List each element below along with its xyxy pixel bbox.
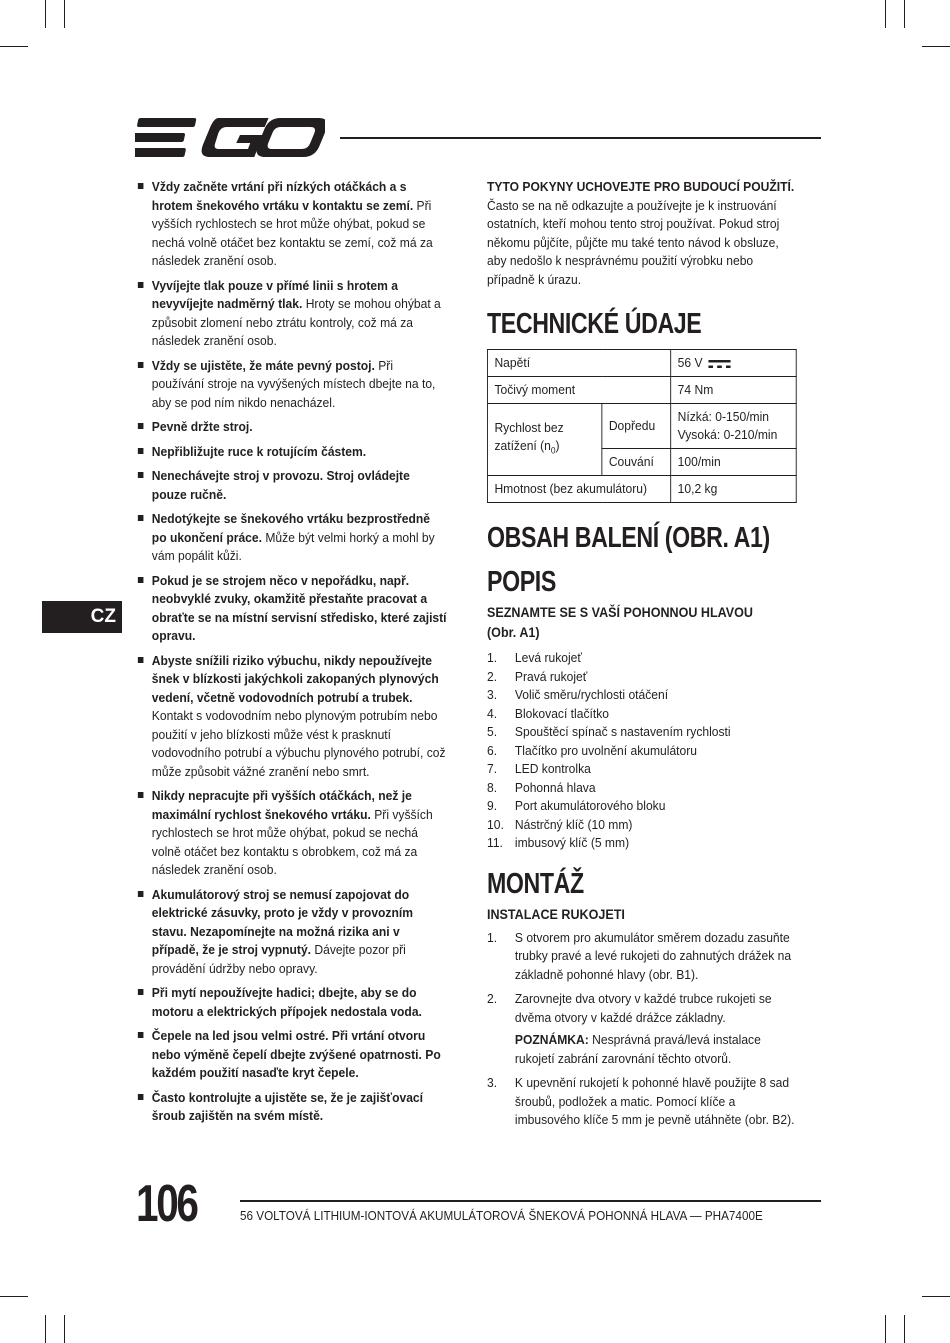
part-label: LED kontrolka	[514, 761, 591, 776]
parts-list	[487, 649, 798, 853]
list-item	[487, 1074, 798, 1130]
spec-label: Hmotnost (bez akumulátoru)	[487, 476, 670, 503]
spec-row	[487, 476, 796, 503]
safety-bullet	[136, 277, 448, 351]
bullet-square-icon	[138, 472, 144, 478]
safety-bullet	[136, 1089, 448, 1126]
list-item	[487, 779, 798, 798]
crop-mark	[45, 1315, 46, 1343]
safety-bullet-list	[136, 178, 448, 1132]
spec-value: 74 Nm	[671, 377, 797, 404]
step-text: S otvorem pro akumulátor směrem dozadu zasuňte trubky pravé a levé rukojeti do zahnutých drážek na základně pohonné hlavy (obr. B1).	[514, 929, 792, 982]
handle-title: INSTALACE RUKOJETI	[487, 906, 625, 922]
safety-bullet	[136, 418, 448, 437]
part-label: Pohonná hlava	[514, 779, 596, 795]
note-label: POZNÁMKA:	[514, 1032, 589, 1047]
safety-bullet	[136, 572, 448, 646]
part-number: 11.	[487, 835, 503, 850]
bullet-square-icon	[138, 891, 144, 897]
bullet-text: Při vyšších rychlostech se hrot může ohýbat, pokud se nechá volně otáčet bez kontaktu s obrobkem, což má za následek zranění osob.	[151, 806, 433, 877]
bullet-text: Může být velmi horký a mohl by vám popálit kůži.	[151, 529, 435, 563]
bullet-bold-text: Akumulátorový stroj se nemusí zapojovat do elektrické zásuvky, proto je vždy v provozním stavu. Nezapomínejte na možná rizika ani v případě, že je stroj vypnutý.	[151, 886, 413, 957]
footer-title: 56 VOLTOVÁ LITHIUM-IONTOVÁ AKUMULÁTOROVÁ ŠNEKOVÁ POHONNÁ HLAVA — PHA7400E	[240, 1208, 763, 1223]
crop-mark	[45, 0, 46, 28]
speed-label: Rychlost bez zatížení (n	[494, 420, 564, 454]
right-column	[487, 178, 798, 1130]
step-number: 1.	[487, 929, 498, 945]
list-item	[487, 990, 798, 1027]
bullet-text: Hroty se mohou ohýbat a způsobit zlomení nebo ztrátu kontroly, což má za následek zranění osob.	[151, 296, 441, 348]
crop-mark	[922, 1296, 950, 1297]
bullet-square-icon	[138, 423, 144, 429]
list-item	[487, 668, 798, 687]
note-text: Nesprávná pravá/levá instalace rukojetí zabrání zarovnání těchto otvorů.	[514, 1032, 761, 1066]
assembly-heading: MONTÁŽ	[487, 867, 584, 900]
list-item	[487, 816, 798, 835]
crop-mark	[922, 46, 950, 47]
spec-value	[671, 404, 797, 449]
part-number: 7.	[487, 761, 498, 776]
safety-bullet	[136, 886, 448, 979]
part-label: Levá rukojeť	[514, 650, 582, 665]
bullet-square-icon	[138, 362, 144, 368]
package-heading: OBSAH BALENÍ (OBR. A1)	[487, 522, 770, 554]
part-label: Blokovací tlačítko	[514, 705, 609, 721]
list-item	[487, 705, 798, 724]
bullet-bold-text: Nepřibližujte ruce k rotujícím částem.	[151, 443, 367, 459]
bullet-bold-text: Často kontrolujte a ujistěte se, že je zajišťovací šroub zajištěn na svém místě.	[151, 1089, 424, 1123]
list-item	[487, 797, 798, 816]
crop-mark	[904, 1315, 905, 1343]
language-tab	[42, 601, 122, 633]
bullet-bold-text: Při mytí nepoužívejte hadici; dbejte, aby se do motoru a elektrických přípojek nedostala voda.	[151, 985, 422, 1019]
bullet-bold-text: Pokud je se strojem něco v nepořádku, např. neobvyklé zvuky, okamžitě přestaňte pracovat a obraťte se na místní servisní středisko, které zajistí opravu.	[151, 572, 447, 643]
part-number: 3.	[487, 687, 498, 702]
footer-text	[240, 1208, 820, 1223]
safety-bullet	[136, 510, 448, 566]
bullet-bold-text: Vyvíjejte tlak pouze v přímé linii s hrotem a nevyvíjejte nadměrný tlak.	[151, 277, 398, 311]
safety-bullet	[136, 357, 448, 413]
list-item	[487, 649, 798, 668]
crop-mark	[0, 46, 28, 47]
footer-rule	[240, 1200, 821, 1202]
part-label: Volič směru/rychlosti otáčení	[514, 687, 669, 702]
list-item	[487, 686, 798, 705]
speed-subscript: 0	[550, 445, 556, 456]
bullet-bold-text: Nikdy nepracujte při vyšších otáčkách, než je maximální rychlost šnekového vrtáku.	[151, 788, 412, 822]
crop-mark	[64, 0, 65, 28]
header-rule	[340, 137, 821, 139]
part-number: 4.	[487, 705, 498, 721]
spec-value: 10,2 kg	[671, 476, 797, 503]
step-text: Zarovnejte dva otvory v každé trubce rukojeti se dvěma otvory v každé drážce základny.	[514, 991, 772, 1025]
bullet-square-icon	[138, 448, 144, 454]
note	[487, 1031, 798, 1068]
bullet-square-icon	[138, 1094, 144, 1100]
crop-mark	[904, 0, 905, 28]
bullet-bold-text: Vždy se ujistěte, že máte pevný postoj.	[151, 357, 375, 373]
part-label: imbusový klíč (5 mm)	[514, 835, 630, 850]
dc-symbol-icon	[709, 359, 731, 369]
list-item	[487, 723, 798, 742]
know-title-figure: (Obr. A1)	[487, 625, 540, 640]
spec-row	[487, 404, 796, 449]
tech-heading: TECHNICKÉ ÚDAJE	[487, 308, 702, 340]
forward-low-value: Nízká: 0-150/min	[677, 409, 770, 424]
part-label: Spouštěcí spínač s nastavením rychlosti	[514, 724, 731, 739]
safety-bullet	[136, 1027, 448, 1083]
safety-bullet	[136, 787, 448, 880]
spec-label	[487, 404, 601, 476]
bullet-square-icon	[138, 183, 144, 189]
ego-logo	[135, 116, 325, 160]
steps-list	[487, 929, 798, 1130]
spec-row	[487, 350, 796, 377]
bullet-bold-text: Nedotýkejte se šnekového vrtáku bezprostředně po ukončení práce.	[151, 511, 430, 545]
crop-mark	[885, 0, 886, 28]
language-label: CZ	[90, 606, 116, 627]
part-number: 10.	[487, 816, 504, 832]
step-text: K upevnění rukojetí k pohonné hlavě použijte 8 sad šroubů, podložek a matic. Pomocí klíče a imbusového klíče 5 mm je pevně utáhněte (obr. B2).	[514, 1075, 795, 1127]
spec-row	[487, 377, 796, 404]
part-number: 5.	[487, 724, 498, 739]
bullet-bold-text: Pevně držte stroj.	[151, 419, 253, 434]
bullet-bold-text: Abyste snížili riziko výbuchu, nikdy nepoužívejte šnek v blízkosti jakýchkoli zakopaných plynových vedení, včetně vodovodních potrubí a trubek.	[151, 652, 439, 705]
part-number: 1.	[487, 650, 498, 665]
bullet-text: Dávejte pozor při provádění údržby nebo opravy.	[151, 942, 406, 976]
crop-mark	[64, 1315, 65, 1343]
bullet-text: Kontakt s vodovodním nebo plynovým potrubím nebo použití v jeho blízkosti může vést k prasknutí vodovodního potrubí a výbuchu plynového potrubí, což může způsobit vážné zranění nebo smrt.	[151, 708, 446, 779]
step-number: 3.	[487, 1075, 498, 1090]
know-title: SEZNAMTE SE S VAŠÍ POHONNOU HLAVOU	[487, 605, 754, 620]
spec-label: Točivý moment	[487, 377, 670, 404]
bullet-text: Při používání stroje na vyvýšených místech dbejte na to, aby se pod ním nikdo nenacházel.	[151, 357, 436, 410]
keep-instructions-title: TYTO POKYNY UCHOVEJTE PRO BUDOUCÍ POUŽITÍ.	[487, 179, 795, 194]
bullet-square-icon	[138, 657, 144, 663]
part-label: Port akumulátorového bloku	[514, 798, 666, 813]
spec-sublabel: Dopředu	[602, 404, 671, 449]
list-item	[487, 760, 798, 779]
description-heading: POPIS	[487, 566, 556, 598]
crop-mark	[885, 1315, 886, 1343]
spec-label: Napětí	[487, 350, 670, 377]
bullet-square-icon	[138, 515, 144, 521]
speed-label-close: )	[555, 438, 560, 454]
list-item	[487, 742, 798, 761]
list-item	[487, 929, 798, 985]
crop-mark	[0, 1296, 28, 1297]
list-item	[487, 834, 798, 853]
bullet-square-icon	[138, 989, 144, 995]
safety-bullet	[136, 467, 448, 504]
part-number: 6.	[487, 742, 498, 758]
part-number: 8.	[487, 779, 498, 795]
bullet-square-icon	[138, 577, 144, 583]
spec-table	[487, 349, 797, 503]
spec-value	[671, 350, 797, 377]
part-label: Pravá rukojeť	[514, 668, 588, 684]
safety-bullet	[136, 178, 448, 271]
bullet-square-icon	[138, 282, 144, 288]
spec-sublabel: Couvání	[602, 449, 671, 476]
bullet-bold-text: Čepele na led jsou velmi ostré. Při vrtání otvoru nebo výměně čepelí dbejte zvýšené opatrnosti. Po každém použití nasaďte kryt čepele.	[151, 1028, 441, 1080]
voltage-value: 56 V	[677, 355, 703, 370]
bullet-text: Při vyšších rychlostech se hrot může ohýbat, pokud se nechá volně otáčet bez kontaktu se zemí, což má za následek zranění osob.	[151, 197, 433, 268]
bullet-square-icon	[138, 1032, 144, 1038]
safety-bullet	[136, 652, 448, 782]
part-label: Nástrčný klíč (10 mm)	[514, 816, 633, 832]
keep-instructions-text: Často se na ně odkazujte a používejte je k instruování ostatních, kteří mohou tento stroj používat. Pokud stroj někomu půjčíte, půjčte mu také tento návod k obsluze, aby nedošlo k nesprávnému použití výrobku nebo případně k úrazu.	[487, 197, 780, 287]
part-label: Tlačítko pro uvolnění akumulátoru	[514, 742, 698, 758]
spec-value: 100/min	[671, 449, 797, 476]
page-number: 106	[136, 1175, 197, 1233]
safety-bullet	[136, 984, 448, 1021]
bullet-square-icon	[138, 792, 144, 798]
forward-high-value: Vysoká: 0-210/min	[677, 427, 778, 442]
part-number: 9.	[487, 798, 498, 813]
part-number: 2.	[487, 668, 498, 684]
safety-bullet	[136, 443, 448, 462]
bullet-bold-text: Vždy začněte vrtání při nízkých otáčkách a s hrotem šnekového vrtáku v kontaktu se zemí.	[151, 179, 414, 213]
bullet-bold-text: Nenechávejte stroj v provozu. Stroj ovládejte pouze ručně.	[151, 468, 410, 502]
step-number: 2.	[487, 991, 498, 1006]
